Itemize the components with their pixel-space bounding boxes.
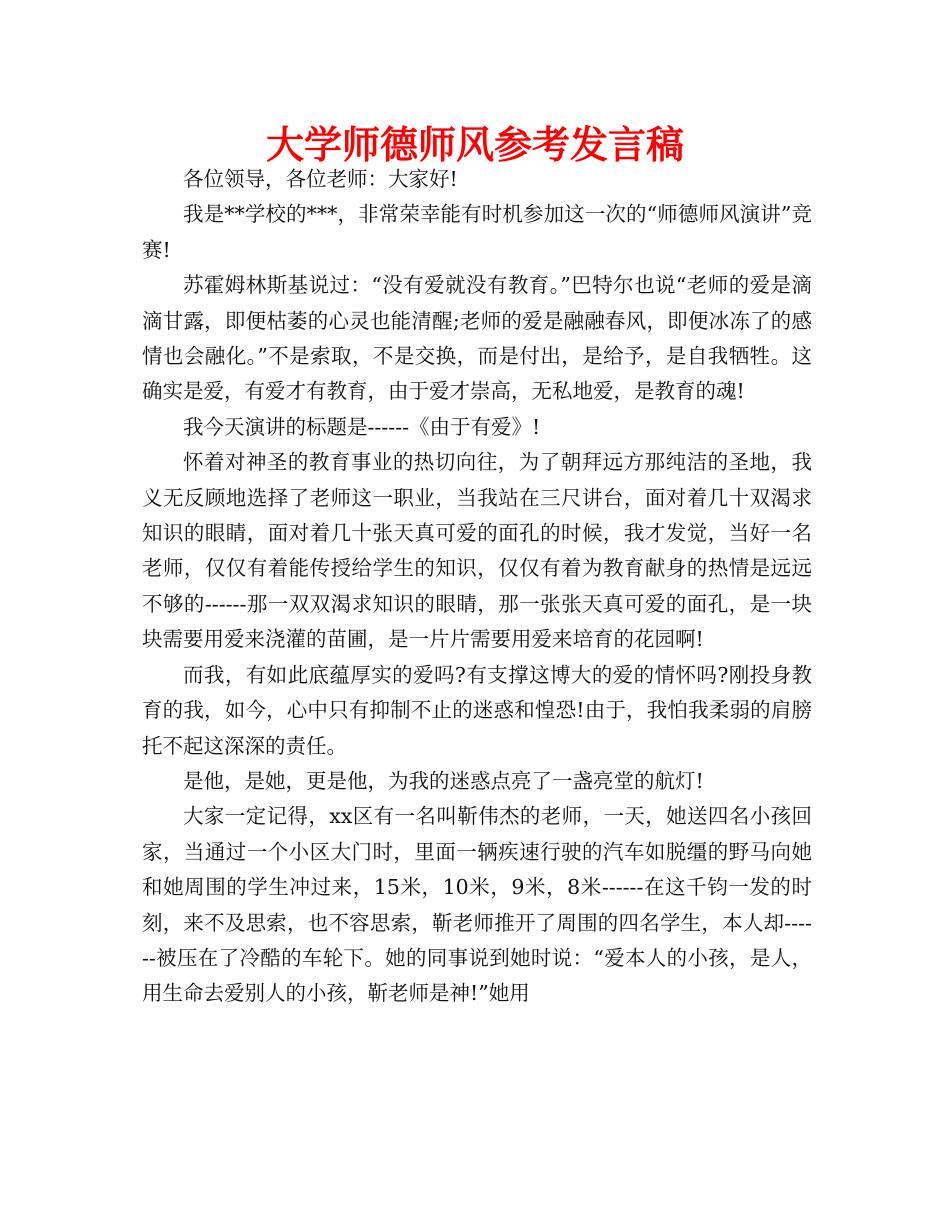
paragraph-doubt: 而我，有如此底蕴厚实的爱吗?有支撑这博大的爱的情怀吗?刚投身教育的我，如今，心中只有抑制不止的迷惑和惶恐!由于，我怕我柔弱的肩膀托不起这深深的责任。 xyxy=(142,662,812,758)
paragraph-quote: 苏霍姆林斯基说过：“没有爱就没有教育。”巴特尔也说“老师的爱是滴滴甘露，即便枯萎的心灵也能清醒;老师的爱是融融春风，即便冰冻了的感情也会融化。”不是索取，不是交换，而是付出，是给予，是自我牺牲。这确实是爱，有爱才有教育，由于爱才崇高，无私地爱，是教育的魂! xyxy=(142,273,812,404)
paragraph-beacon: 是他，是她，更是他，为我的迷惑点亮了一盏亮堂的航灯! xyxy=(183,768,704,793)
paragraph-greeting: 各位领导，各位老师：大家好! xyxy=(183,167,458,191)
paragraph-story: 大家一定记得，xx区有一名叫靳伟杰的老师，一天，她送四名小孩回家，当通过一个小区大门时，里面一辆疾速行驶的汽车如脱缰的野马向她和她周围的学生冲过来，15米，10米，9米，8米------在这千钧一发的时刻，来不及思索，也不容思索，靳老师推开了周围的四名学生，本人却------被压在了冷酷的车轮下。她的同事说到她时说：“爱本人的小孩，是人，用生命去爱别人的小孩，靳老师是神!”她用 xyxy=(142,804,812,1006)
paragraph-speech-topic: 我今天演讲的标题是------《由于有爱》! xyxy=(183,414,541,439)
document-body xyxy=(142,162,812,1012)
paragraph-choosing-teaching: 怀着对神圣的教育事业的热切向往，为了朝拜远方那纯洁的圣地，我义无反顾地选择了老师这一职业，当我站在三尺讲台，面对着几十双渴求知识的眼睛，面对着几十张天真可爱的面孔的时候，我才发觉，当好一名老师，仅仅有着能传授给学生的知识，仅仅有着为教育献身的热情是远远不够的------那一双双渴求知识的眼睛，那一张张天真可爱的面孔，是一块块需要用爱来浇灌的苗圃，是一片片需要用爱来培育的花园啊! xyxy=(142,450,812,652)
document-title: 大学师德师风参考发言稿 xyxy=(265,123,684,167)
paragraph-introduction: 我是**学校的***，非常荣幸能有时机参加这一次的“师德师风演讲”竞赛! xyxy=(142,202,812,262)
